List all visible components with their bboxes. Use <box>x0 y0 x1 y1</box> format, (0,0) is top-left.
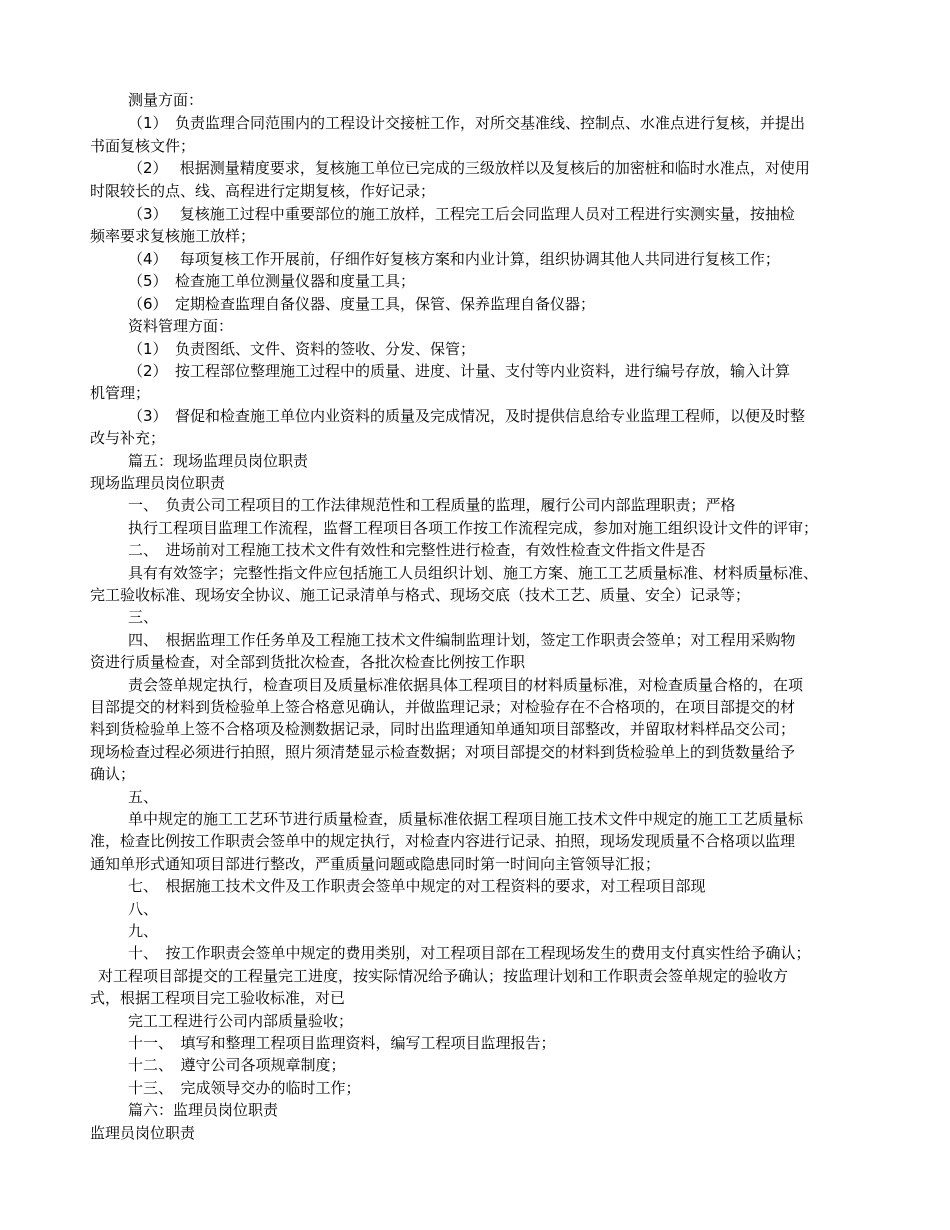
text-line: 十二、 遵守公司各项规章制度； <box>128 1056 346 1074</box>
text-line: 完工工程进行公司内部质量验收； <box>128 1012 354 1030</box>
text-line: 九、 <box>128 922 159 940</box>
text-line: 十一、 填写和整理工程项目监理资料，编写工程项目监理报告； <box>128 1034 556 1052</box>
text-line: 对工程项目部提交的工程量完工进度，按实际情况给予确认；按监理计划和工作职责会签单规定的验收方 <box>98 967 789 985</box>
text-line: 五、 <box>128 788 159 806</box>
text-line: 频率要求复核施工放样； <box>90 227 256 245</box>
text-line: 料到货检验单上签不合格项及检测数据记录，同时出监理通知单通知项目部整改，并留取材料样品交公司； <box>90 720 796 738</box>
text-line: 改与补充； <box>90 429 166 447</box>
text-line: 四、 根据监理工作任务单及工程施工技术文件编制监理计划，签定工作职责会签单；对工程用采购物 <box>128 631 796 649</box>
text-line: （5） 检查施工单位测量仪器和度量工具； <box>128 272 416 290</box>
text-line: （6） 定期检查监理自备仪器、度量工具，保管、保养监理自备仪器； <box>128 295 596 313</box>
text-line: 现场检查过程必须进行拍照，照片须清楚显示检查数据；对项目部提交的材料到货检验单上的到货数量给予 <box>90 743 796 761</box>
text-line: 完工验收标准、现场安全协议、施工记录清单与格式、现场交底（技术工艺、质量、安全）记录等； <box>90 586 751 604</box>
text-line: 二、 进场前对工程施工技术文件有效性和完整性进行检查，有效性检查文件指文件是否 <box>128 541 706 559</box>
text-line: 机管理； <box>90 384 151 402</box>
text-line: 式，根据工程项目完工验收标准，对已 <box>90 989 346 1007</box>
text-line: （1） 负责图纸、文件、资料的签收、分发、保管； <box>128 340 476 358</box>
text-line: 时限较长的点、线、高程进行定期复核，作好记录； <box>90 182 436 200</box>
text-line: （2） 按工程部位整理施工过程中的质量、进度、计量、支付等内业资料，进行编号存放，输入计算 <box>128 362 791 380</box>
text-line: 一、 负责公司工程项目的工作法律规范性和工程质量的监理，履行公司内部监理职责；严格 <box>128 496 736 514</box>
text-line: （3） 督促和检查施工单位内业资料的质量及完成情况，及时提供信息给专业监理工程师，以便及时整 <box>128 407 806 425</box>
text-line: 确认； <box>90 765 136 783</box>
text-line: （1） 负责监理合同范围内的工程设计交接桩工作，对所交基准线、控制点、水准点进行复核，并提出 <box>128 114 806 132</box>
text-line: 十、 按工作职责会签单中规定的费用类别，对工程项目部在工程现场发生的费用支付真实性给予确认； <box>128 944 811 962</box>
text-line: 单中规定的施工工艺环节进行质量检查，质量标准依据工程项目施工技术文件中规定的施工工艺质量标 <box>128 810 804 828</box>
text-line: 七、 根据施工技术文件及工作职责会签单中规定的对工程资料的要求，对工程项目部现 <box>128 877 706 895</box>
text-line: 八、 <box>128 900 159 918</box>
text-line: 篇五：现场监理员岗位职责 <box>128 452 309 470</box>
text-line: 执行工程项目监理工作流程，监督工程项目各项工作按工作流程完成，参加对施工组织设计文件的评审； <box>128 519 819 537</box>
text-line: 现场监理员岗位职责 <box>90 474 226 492</box>
text-line: 资料管理方面： <box>128 317 234 335</box>
text-line: （4） 每项复核工作开展前，仔细作好复核方案和内业计算，组织协调其他人共同进行复核工作； <box>128 250 780 268</box>
text-line: 准，检查比例按工作职责会签单中的规定执行，对检查内容进行记录、拍照，现场发现质量不合格项以监理 <box>90 832 796 850</box>
text-line: （3） 复核施工过程中重要部位的施工放样，工程完工后会同监理人员对工程进行实测实量，按抽检 <box>128 205 795 223</box>
text-line: 责会签单规定执行，检查项目及质量标准依据具体工程项目的材料质量标准，对检查质量合格的，在项 <box>128 676 804 694</box>
text-line: 资进行质量检查，对全部到货批次检查，各批次检查比例按工作职 <box>90 653 526 671</box>
text-line: 书面复核文件； <box>90 137 196 155</box>
text-line: （2） 根据测量精度要求，复核施工单位已完成的三级放样以及复核后的加密桩和临时水准点，对使用 <box>128 159 810 177</box>
text-line: 通知单形式通知项目部进行整改，严重质量问题或隐患同时第一时间向主管领导汇报； <box>90 855 661 873</box>
text-line: 篇六：监理员岗位职责 <box>128 1101 279 1119</box>
text-line: 监理员岗位职责 <box>90 1124 196 1142</box>
text-line: 三、 <box>128 608 159 626</box>
text-line: 十三、 完成领导交办的临时工作； <box>128 1079 361 1097</box>
text-line: 目部提交的材料到货检验单上签合格意见确认，并做监理记录；对检验存在不合格项的，在项目部提交的材 <box>90 698 796 716</box>
text-line: 测量方面： <box>128 91 204 109</box>
text-line: 具有有效签字；完整性指文件应包括施工人员组织计划、施工方案、施工工艺质量标准、材料质量标准、 <box>128 564 819 582</box>
